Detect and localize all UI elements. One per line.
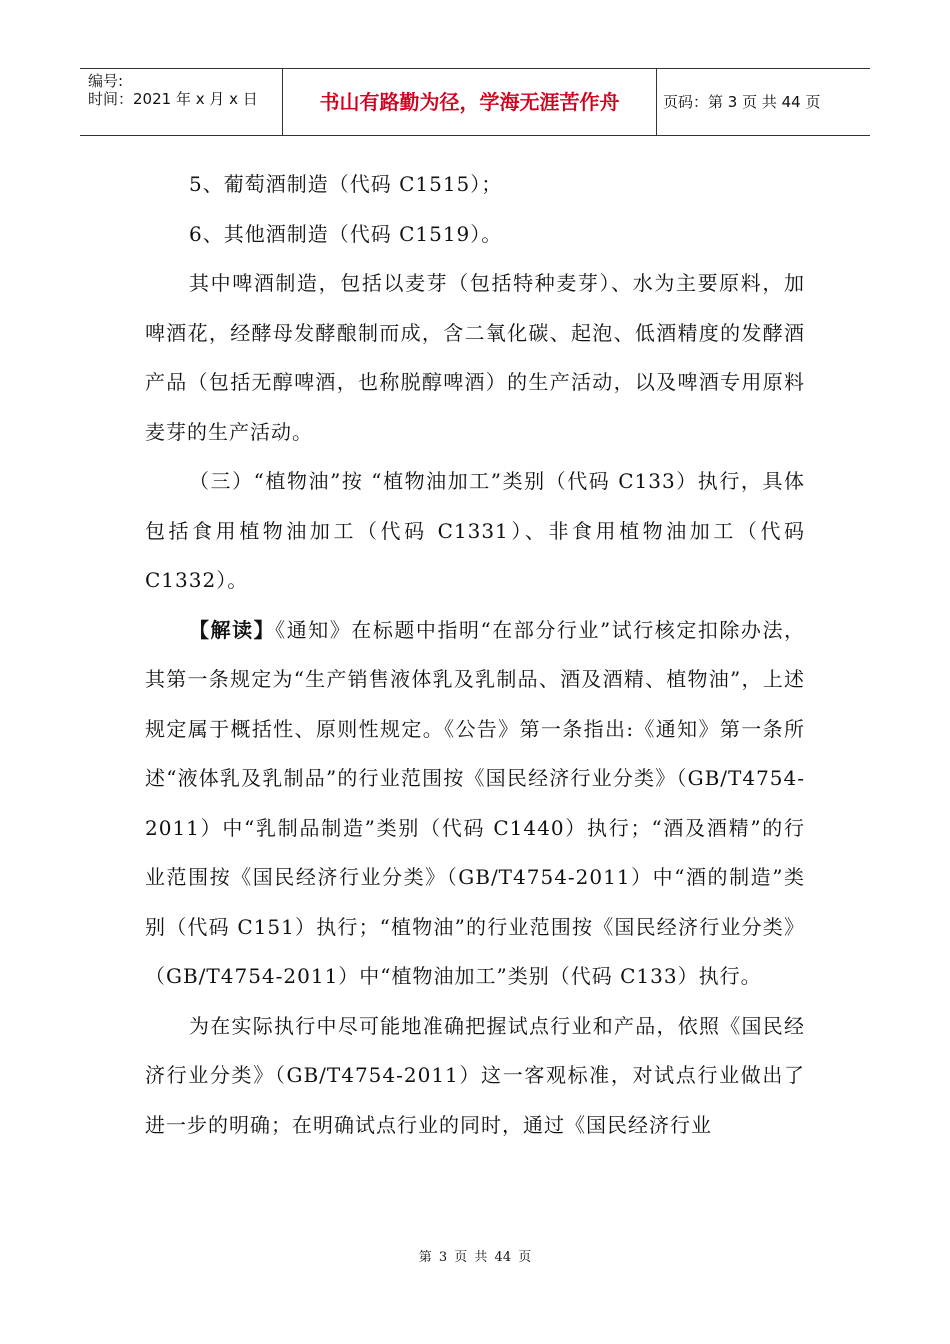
- interpretation-label: 【解读】: [189, 617, 276, 642]
- paragraph-vegetable-oil: （三）“植物油”按 “植物油加工”类别（代码 C133）执行，具体包括食用植物油加工（代码 C1331）、非食用植物油加工（代码 C1332）。: [145, 469, 805, 592]
- header-page-number: 页码：第 3 页 共 44 页: [663, 93, 821, 111]
- document-number-label: 编号:: [88, 72, 124, 90]
- header-meta: [80, 69, 283, 135]
- paragraph-implementation: 为在实际执行中尽可能地准确把握试点行业和产品，依照《国民经济行业分类》（GB/T4754-2011）这一客观标准，对试点行业做出了进一步的明确；在明确试点行业的同时，通过《国民经济行业: [145, 1013, 805, 1137]
- paragraph-beer: 其中啤酒制造，包括以麦芽（包括特种麦芽）、水为主要原料，加啤酒花，经酵母发酵酿制而成，含二氧化碳、起泡、低酒精度的发酵酒产品（包括无醇啤酒，也称脱醇啤酒）的生产活动，以及啤酒专用原料麦芽的生产活动。: [145, 271, 805, 444]
- page-footer: 第 3 页 共 44 页: [418, 1250, 532, 1265]
- document-body: [145, 160, 805, 1150]
- paragraph-interpretation: [145, 606, 805, 1002]
- document-time-label: 时间：2021 年 x 月 x 日: [88, 90, 258, 108]
- header-motto: 书山有路勤为径，学海无涯苦作舟: [283, 69, 657, 135]
- page-header: [80, 68, 870, 136]
- paragraph-grape-wine: 5、葡萄酒制造（代码 C1515）；: [189, 172, 503, 196]
- interpretation-text: 《通知》在标题中指明“在部分行业”试行核定扣除办法，其第一条规定为“生产销售液体乳及乳制品、酒及酒精、植物油”，上述规定属于概括性、原则性规定。《公告》第一条指出:《通知》第一条所述“液体乳及乳制品”的行业范围按《国民经济行业分类》（GB/T4754-2011）中“乳制品制造”类别（代码 C1440）执行；“酒及酒精”的行业范围按《国民经济行业分类》（GB/T4754-2011）中“酒的制造”类别（代码 C151）执行；“植物油”的行业范围按《国民经济行业分类》（GB/T4754-2011）中“植物油加工”类别（代码 C133）执行。: [145, 617, 806, 988]
- paragraph-other-wine: 6、其他酒制造（代码 C1519）。: [189, 221, 503, 246]
